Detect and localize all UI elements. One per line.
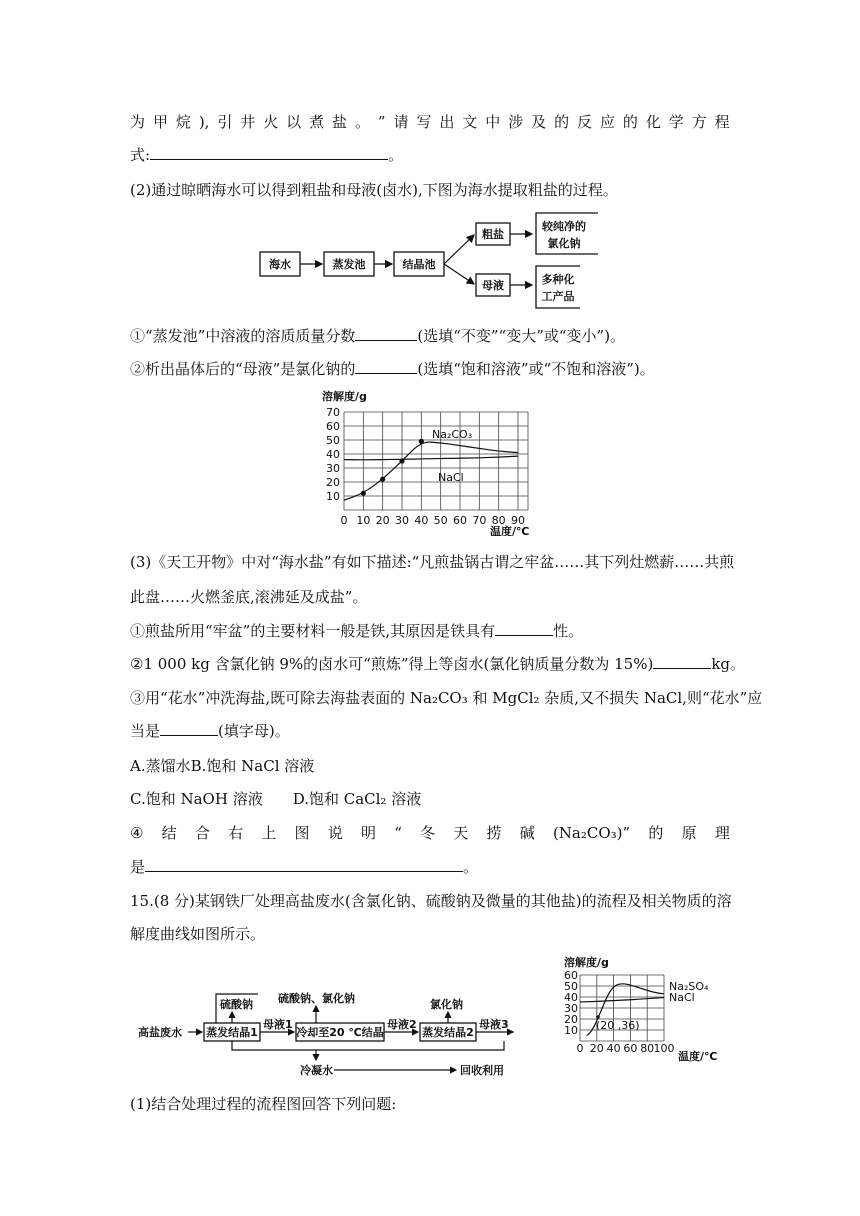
- x-tick-label: 80: [640, 1042, 655, 1055]
- na2so4-series-label: Na₂SO₄: [669, 980, 709, 993]
- text: 是: [130, 858, 146, 876]
- pure-nacl-label-2: 氯化钠: [547, 237, 581, 250]
- answer-blank[interactable]: [495, 621, 553, 636]
- y-tick-label: 20: [326, 476, 340, 489]
- y-tick-label: 20: [564, 1013, 578, 1026]
- condensate-label: 冷凝水: [300, 1064, 333, 1077]
- char: 中: [485, 113, 501, 131]
- char: ④: [130, 824, 144, 842]
- evap1-label: 蒸发结晶1: [206, 1026, 258, 1039]
- char: 的: [622, 113, 638, 131]
- char: (Na₂CO₃)”: [552, 824, 631, 842]
- text: ①煎盐所用“牢盆”的主要材料一般是铁,其原因是铁具有: [130, 622, 496, 640]
- y-tick-label: 50: [326, 434, 340, 447]
- data-point: [380, 477, 385, 482]
- char: 出: [439, 113, 455, 131]
- y-tick-label: 10: [564, 1024, 578, 1037]
- x-tick-label: 70: [472, 514, 487, 527]
- char: 涉: [508, 113, 524, 131]
- nacl-curve: [344, 456, 518, 460]
- waste-label: 高盐废水: [138, 1026, 182, 1039]
- ml1-label: 母液1: [263, 1018, 293, 1031]
- x-tick-label: 90: [511, 514, 525, 527]
- y-tick-label: 40: [326, 448, 340, 461]
- question-3-line-1: (3)《天工开物》中对“海水盐”有如下描述:“凡煎盐锅古谓之牢盆……其下列灶燃薪……共煎: [130, 553, 735, 571]
- chem-products-label-2: 工产品: [541, 290, 575, 303]
- y-tick-label: 60: [564, 969, 578, 982]
- chart1-ylabel: 溶解度/g: [322, 390, 367, 403]
- char: 结: [161, 824, 177, 842]
- option-c-d: [130, 789, 421, 809]
- char: 井: [240, 113, 256, 131]
- char: ”: [377, 113, 386, 131]
- x-tick-label: 0: [576, 1042, 584, 1055]
- char: 以: [286, 113, 302, 131]
- char: 捞: [486, 824, 502, 842]
- chart1-ticks: [326, 406, 525, 527]
- chart1-xlabel: 温度/℃: [490, 525, 530, 536]
- text: (填字母)。: [218, 722, 290, 740]
- y-tick-label: 60: [326, 420, 340, 433]
- seawater-label: 海水: [269, 258, 291, 271]
- char: 化: [645, 113, 661, 131]
- char: 的: [648, 824, 664, 842]
- text-line-1: [130, 112, 730, 132]
- char: 应: [599, 113, 615, 131]
- char: 为: [130, 113, 146, 131]
- text: 性。: [553, 622, 584, 640]
- question-2: (2)通过晾晒海水可以得到粗盐和母液(卤水),下图为海水提取粗盐的过程。: [130, 181, 618, 199]
- char: 图: [294, 824, 310, 842]
- char: 上: [261, 824, 277, 842]
- both-product-label: 硫酸钠、氯化钠: [278, 992, 355, 1005]
- chart2-ylabel: 溶解度/g: [564, 956, 609, 969]
- na2so4-product-label: 硫酸钠: [220, 998, 253, 1011]
- pure-nacl-label-1: 较纯净的: [542, 220, 586, 233]
- waste-water-flow-diagram: [138, 988, 528, 1080]
- chart1-points: [361, 439, 424, 496]
- answer-blank[interactable]: [653, 654, 711, 669]
- x-tick-label: 10: [356, 514, 371, 527]
- char: 碱: [519, 824, 535, 842]
- char: 合: [194, 824, 210, 842]
- char: ),: [198, 113, 210, 131]
- cryst-pool-label: 结晶池: [402, 258, 436, 271]
- ml3-label: 母液3: [479, 1018, 509, 1031]
- char: 文: [462, 113, 478, 131]
- y-tick-label: 30: [326, 462, 340, 475]
- na2co3-curve: [344, 442, 518, 500]
- char: 及: [531, 113, 547, 131]
- chart1-grid: [344, 412, 528, 510]
- question-15-line-2: 解度曲线如图所示。: [130, 925, 266, 943]
- question-3-1: [130, 621, 583, 641]
- char: 煮: [309, 113, 325, 131]
- text: ②1 000 kg 含氯化钠 9%的卤水可“煎炼”得上等卤水(氯化钠质量分数为 15%): [130, 655, 654, 673]
- answer-blank[interactable]: [150, 145, 388, 160]
- x-tick-label: 0: [340, 514, 348, 527]
- x-tick-label: 40: [414, 514, 429, 527]
- option-a-b: A.蒸馏水B.饱和 NaCl 溶液: [130, 757, 315, 775]
- point-label: (20 ,36): [596, 1019, 640, 1032]
- data-point: [361, 491, 366, 496]
- text-line-2: [130, 145, 403, 165]
- x-tick-label: 60: [453, 514, 467, 527]
- x-tick-label: 20: [589, 1042, 604, 1055]
- char: 反: [577, 113, 593, 131]
- text: (选填“饱和溶液”或“不饱和溶液”)。: [417, 360, 655, 378]
- text: 式:: [130, 146, 151, 164]
- char: 烷: [175, 113, 191, 131]
- char: “: [394, 824, 402, 842]
- char: 方: [691, 113, 707, 131]
- y-tick-label: 70: [326, 406, 340, 419]
- x-tick-label: 20: [375, 514, 390, 527]
- evap-pool-label: 蒸发池: [332, 258, 366, 271]
- data-point: [399, 458, 404, 463]
- mother-liquor-label: 母液: [482, 279, 504, 292]
- char: 明: [360, 824, 376, 842]
- char: 引: [217, 113, 233, 131]
- text: ①“蒸发池”中溶液的溶质质量分数: [130, 327, 356, 345]
- chem-products-label-1: 多种化: [541, 273, 575, 286]
- nacl-series-label-2: NaCl: [669, 991, 695, 1004]
- text: kg。: [711, 655, 746, 673]
- nacl-series-label: NaCl: [438, 471, 464, 484]
- y-tick-label: 10: [326, 490, 340, 503]
- text: 当是: [130, 722, 161, 740]
- x-tick-label: 30: [395, 514, 409, 527]
- question-3-4-line-2: [130, 857, 478, 877]
- question-3-4-line-1: [130, 823, 730, 843]
- char: 理: [714, 824, 730, 842]
- recycle-label: 回收利用: [460, 1064, 504, 1077]
- evap2-label: 蒸发结晶2: [422, 1026, 474, 1039]
- answer-blank[interactable]: [160, 721, 218, 736]
- char: 冬: [420, 824, 436, 842]
- answer-blank[interactable]: [355, 359, 417, 374]
- question-3-line-2: 此盘……火燃釜底,滚沸延及成盐”。: [130, 588, 368, 606]
- chart2-xlabel: 温度/℃: [678, 1050, 718, 1063]
- y-tick-label: 50: [564, 980, 578, 993]
- x-tick-label: 100: [653, 1042, 675, 1055]
- question-15-1: (1)结合处理过程的流程图回答下列问题:: [130, 1095, 397, 1113]
- question-3-3-line-2: [130, 721, 290, 741]
- cool-label: 冷却至20 ℃结晶: [296, 1026, 384, 1039]
- option-d: D.饱和 CaCl₂ 溶液: [292, 790, 422, 808]
- char: 说: [327, 824, 343, 842]
- seawater-flow-diagram: [258, 210, 608, 315]
- char: 请: [393, 113, 409, 131]
- char: 天: [453, 824, 469, 842]
- question-15-line-1: 15.(8 分)某钢铁厂处理高盐废水(含氯化钠、硫酸钠及微量的其他盐)的流程及相关物质的溶: [130, 892, 732, 910]
- char: 程: [714, 113, 730, 131]
- char: 原: [681, 824, 697, 842]
- ml2-label: 母液2: [387, 1018, 417, 1031]
- text: 。: [388, 146, 404, 164]
- char: 盐: [332, 113, 348, 131]
- x-tick-label: 80: [491, 514, 506, 527]
- nacl-product-label: 氯化钠: [430, 998, 463, 1011]
- x-tick-label: 40: [606, 1042, 621, 1055]
- y-tick-label: 40: [564, 991, 578, 1004]
- answer-blank[interactable]: [145, 857, 463, 872]
- text: ②析出晶体后的“母液”是氯化钠的: [130, 360, 356, 378]
- answer-blank[interactable]: [355, 326, 417, 341]
- chart2-ticks: [564, 969, 675, 1055]
- solubility-chart-1: [318, 386, 548, 536]
- char: 学: [668, 113, 684, 131]
- question-3-3-line-1: ③用“花水”冲洗海盐,既可除去海盐表面的 Na₂CO₃ 和 MgCl₂ 杂质,又不损失 NaCl,则“花水”应: [130, 689, 763, 707]
- question-2-1: [130, 326, 625, 346]
- x-tick-label: 60: [623, 1042, 638, 1055]
- text: (选填“不变”“变大”或“变小”)。: [417, 327, 626, 345]
- question-3-2: [130, 654, 745, 674]
- char: 。: [354, 113, 370, 131]
- question-2-2: [130, 359, 655, 379]
- char: 右: [228, 824, 244, 842]
- na2co3-series-label: Na₂CO₃: [432, 428, 473, 441]
- crude-salt-label: 粗盐: [482, 228, 504, 241]
- char: 火: [263, 113, 279, 131]
- text: 。: [463, 858, 479, 876]
- x-tick-label: 50: [433, 514, 448, 527]
- char: 甲: [152, 113, 168, 131]
- char: 的: [554, 113, 570, 131]
- data-point: [419, 439, 424, 444]
- solubility-chart-2: [562, 955, 742, 1063]
- char: 写: [416, 113, 432, 131]
- nacl-curve-2: [580, 998, 664, 1002]
- option-c: C.饱和 NaOH 溶液: [130, 790, 263, 808]
- y-tick-label: 30: [564, 1002, 578, 1015]
